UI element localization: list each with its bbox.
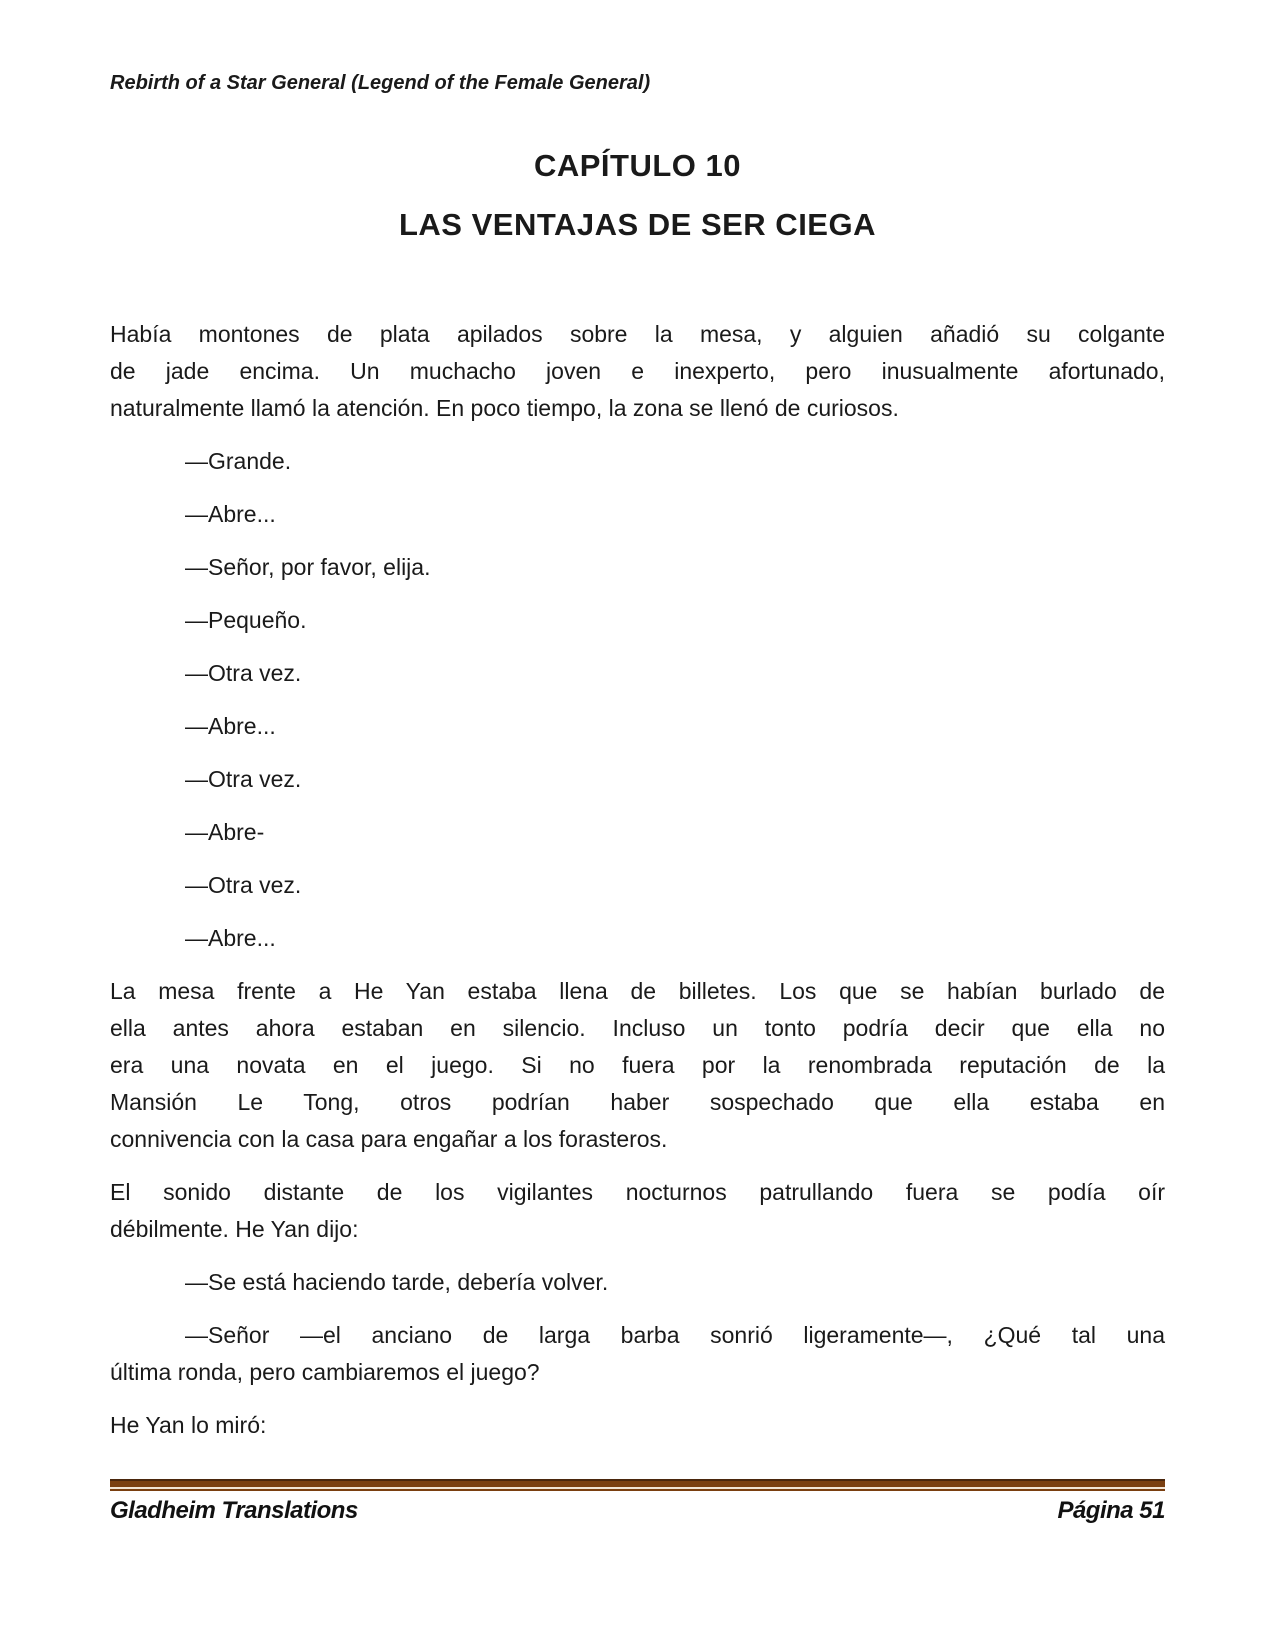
paragraph-2: [110, 973, 1165, 1158]
text-line: de jade encima. Un muchacho joven e inexperto, pero inusualmente afortunado,: [110, 358, 1165, 384]
chapter-subtitle: LAS VENTAJAS DE SER CIEGA: [398, 207, 876, 242]
text-line: El sonido distante de los vigilantes nocturnos patrullando fuera se podía oír: [110, 1179, 1165, 1205]
footer-translator-credit: Gladheim Translations: [110, 1497, 358, 1524]
text-line: —Señor —el anciano de larga barba sonrió ligeramente—, ¿Qué tal una: [185, 1322, 1165, 1348]
paragraph-3: [110, 1174, 1165, 1248]
paragraph-4-dialogue: [110, 1317, 1165, 1391]
text-line: ella antes ahora estaban en silencio. Incluso un tonto podría decir que ella no: [110, 1015, 1165, 1041]
footer-divider-thin-line: [110, 1489, 1165, 1491]
text-line: naturalmente llamó la atención. En poco tiempo, la zona se llenó de curiosos.: [110, 395, 899, 421]
text-line: era una novata en el juego. Si no fuera por la renombrada reputación de la: [110, 1052, 1165, 1078]
page-footer: [110, 1496, 1165, 1526]
text-line: Mansión Le Tong, otros podrían haber sospechado que ella estaba en: [110, 1089, 1165, 1115]
dialogue-line: —Abre...: [185, 713, 276, 739]
dialogue-line: —Pequeño.: [185, 607, 307, 633]
footer-divider: [110, 1479, 1165, 1491]
text-line: débilmente. He Yan dijo:: [110, 1216, 359, 1242]
chapter-body: [110, 316, 1165, 1460]
chapter-heading-block: [110, 146, 1165, 245]
dialogue-line: —Se está haciendo tarde, debería volver.: [185, 1269, 609, 1295]
text-line: connivencia con la casa para engañar a los forasteros.: [110, 1126, 668, 1152]
dialogue-line: —Abre-: [185, 819, 265, 845]
dialogue-line: —Grande.: [185, 448, 292, 474]
dialogue-line: —Abre...: [185, 925, 276, 951]
text-line: La mesa frente a He Yan estaba llena de billetes. Los que se habían burlado de: [110, 978, 1165, 1004]
text-line: He Yan lo miró:: [110, 1412, 267, 1438]
paragraph-1: [110, 316, 1165, 427]
chapter-title: CAPÍTULO 10: [533, 148, 742, 183]
dialogue-line: —Otra vez.: [185, 660, 302, 686]
paragraph-5: [110, 1407, 1165, 1444]
running-header: Rebirth of a Star General (Legend of the Female General): [110, 72, 651, 94]
dialogue-line: —Otra vez.: [185, 872, 302, 898]
dialogue-line: —Señor, por favor, elija.: [185, 554, 431, 580]
text-line: última ronda, pero cambiaremos el juego?: [110, 1359, 540, 1385]
text-line: Había montones de plata apilados sobre la mesa, y alguien añadió su colgante: [110, 321, 1165, 347]
dialogue-line: —Otra vez.: [185, 766, 302, 792]
dialogue-line: —Abre...: [185, 501, 276, 527]
footer-page-number: Página 51: [1057, 1497, 1165, 1524]
